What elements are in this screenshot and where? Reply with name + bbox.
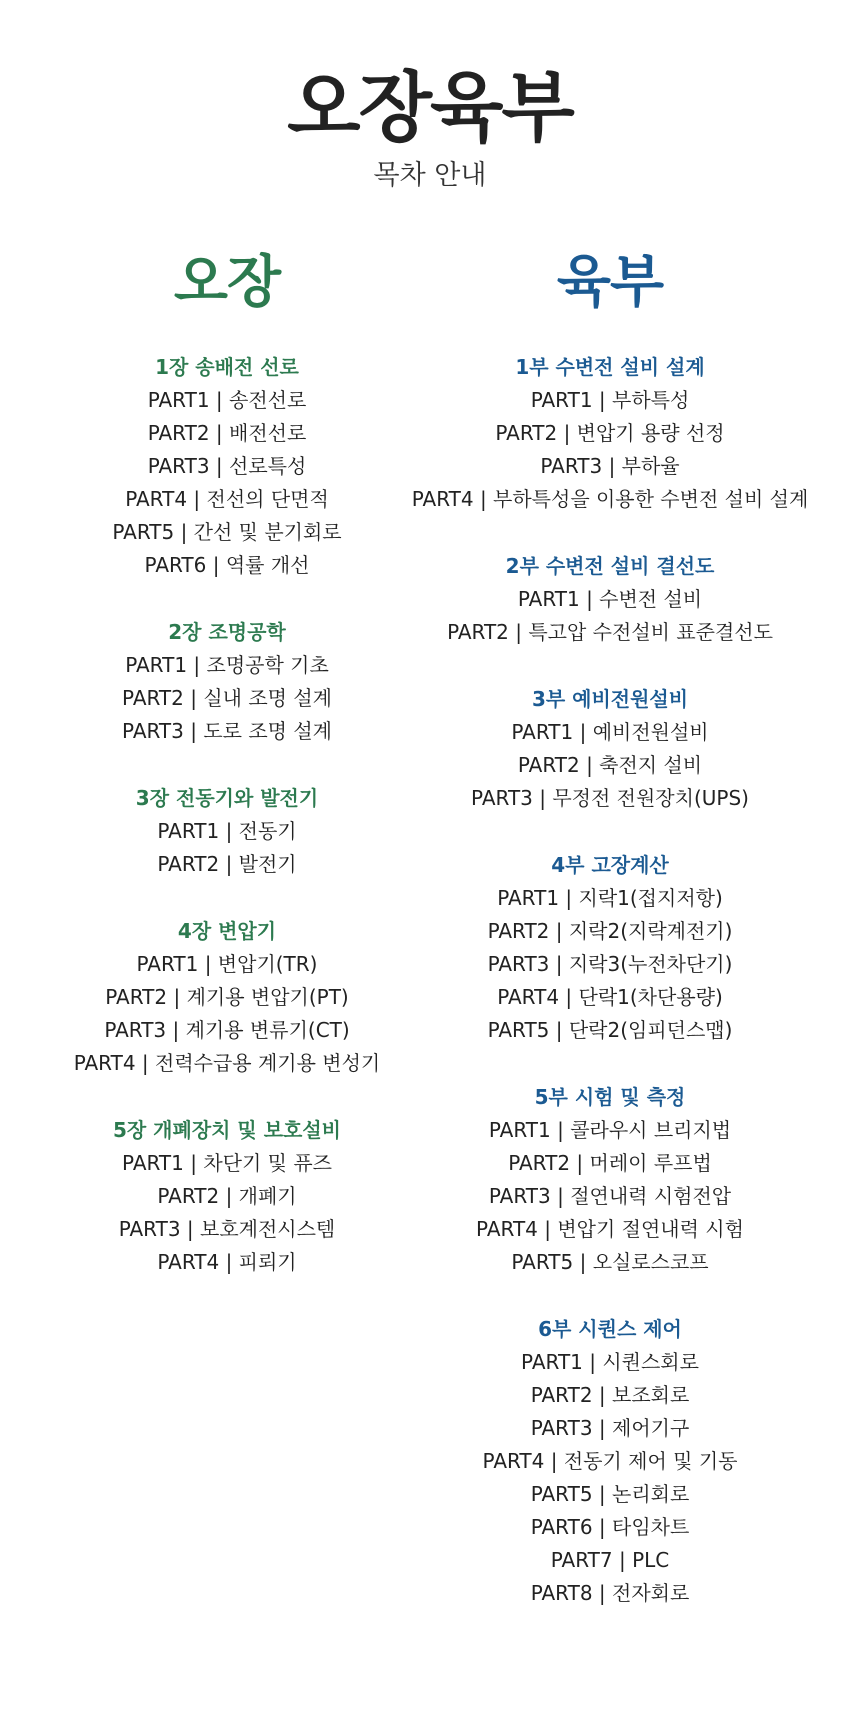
toc-item: PART3 | 계기용 변류기(CT) <box>104 1018 350 1042</box>
right-column-heading: 육부 <box>556 250 664 315</box>
toc-item: PART8 | 전자회로 <box>530 1581 690 1605</box>
toc-item: PART2 | 실내 조명 설계 <box>122 686 332 710</box>
toc-item: PART1 | 시퀀스회로 <box>521 1350 699 1374</box>
toc-item: PART3 | 제어기구 <box>530 1416 690 1440</box>
toc-item: PART2 | 변압기 용량 선정 <box>495 421 725 445</box>
section-title: 5부 시험 및 측정 <box>534 1085 686 1109</box>
toc-item: PART4 | 변압기 절연내력 시험 <box>476 1217 744 1241</box>
toc-section <box>400 683 820 815</box>
toc-section <box>62 1114 392 1279</box>
section-title: 4부 고장계산 <box>551 853 669 877</box>
toc-item: PART6 | 역률 개선 <box>144 553 310 577</box>
section-title: 1장 송배전 선로 <box>155 355 299 379</box>
toc-item: PART2 | 특고압 수전설비 표준결선도 <box>447 620 773 644</box>
toc-item: PART4 | 전력수급용 계기용 변성기 <box>73 1051 381 1075</box>
section-title: 3장 전동기와 발전기 <box>135 786 319 810</box>
right-sections <box>400 351 820 1610</box>
toc-item: PART6 | 타임차트 <box>530 1515 690 1539</box>
toc-item: PART5 | 논리회로 <box>530 1482 690 1506</box>
toc-item: PART3 | 보호계전시스템 <box>118 1217 336 1241</box>
left-sections <box>62 351 392 1279</box>
toc-item: PART1 | 송전선로 <box>147 388 307 412</box>
section-title: 3부 예비전원설비 <box>531 687 689 711</box>
toc-item: PART7 | PLC <box>550 1548 670 1572</box>
toc-item: PART1 | 전동기 <box>157 819 297 843</box>
toc-section <box>400 550 820 649</box>
section-title: 1부 수변전 설비 설계 <box>515 355 705 379</box>
toc-item: PART1 | 지락1(접지저항) <box>497 886 723 910</box>
left-column-heading: 오장 <box>173 250 281 315</box>
toc-item: PART5 | 간선 및 분기회로 <box>112 520 342 544</box>
toc-item: PART1 | 콜라우시 브리지법 <box>488 1118 732 1142</box>
toc-section <box>62 915 392 1080</box>
toc-item: PART2 | 축전지 설비 <box>517 753 703 777</box>
toc-item: PART1 | 예비전원설비 <box>511 720 709 744</box>
toc-item: PART2 | 발전기 <box>157 852 297 876</box>
section-title: 2부 수변전 설비 결선도 <box>505 554 715 578</box>
toc-item: PART3 | 선로특성 <box>147 454 307 478</box>
section-title: 2장 조명공학 <box>168 620 286 644</box>
toc-item: PART4 | 부하특성을 이용한 수변전 설비 설계 <box>411 487 809 511</box>
toc-section <box>400 351 820 516</box>
toc-section <box>400 1081 820 1279</box>
toc-item: PART1 | 조명공학 기초 <box>125 653 329 677</box>
toc-item: PART5 | 오실로스코프 <box>511 1250 709 1274</box>
toc-item: PART2 | 개폐기 <box>157 1184 297 1208</box>
toc-item: PART2 | 지락2(지락계전기) <box>487 919 733 943</box>
toc-section <box>400 849 820 1047</box>
toc-section <box>62 782 392 881</box>
right-column <box>400 250 820 1644</box>
toc-item: PART2 | 계기용 변압기(PT) <box>105 985 349 1009</box>
toc-item: PART3 | 도로 조명 설계 <box>122 719 332 743</box>
section-title: 6부 시퀀스 제어 <box>538 1317 682 1341</box>
toc-item: PART3 | 지락3(누전차단기) <box>487 952 733 976</box>
toc-section <box>62 616 392 748</box>
toc-item: PART5 | 단락2(임피던스맵) <box>487 1018 733 1042</box>
toc-item: PART1 | 부하특성 <box>530 388 690 412</box>
toc-item: PART4 | 단락1(차단용량) <box>497 985 723 1009</box>
toc-item: PART4 | 피뢰기 <box>157 1250 297 1274</box>
toc-item: PART2 | 배전선로 <box>147 421 307 445</box>
toc-item: PART4 | 전동기 제어 및 기동 <box>482 1449 738 1473</box>
page-subtitle: 목차 안내 <box>373 160 487 191</box>
toc-section <box>400 1313 820 1610</box>
toc-section <box>62 351 392 582</box>
left-column <box>62 250 392 1313</box>
page-title: 오장육부 <box>287 63 573 152</box>
toc-item: PART2 | 보조회로 <box>530 1383 690 1407</box>
toc-item: PART1 | 차단기 및 퓨즈 <box>122 1151 332 1175</box>
toc-item: PART3 | 무정전 전원장치(UPS) <box>471 786 749 810</box>
section-title: 4장 변압기 <box>177 919 277 943</box>
toc-item: PART4 | 전선의 단면적 <box>125 487 329 511</box>
toc-item: PART1 | 수변전 설비 <box>517 587 703 611</box>
toc-item: PART1 | 변압기(TR) <box>136 952 318 976</box>
section-title: 5장 개폐장치 및 보호설비 <box>112 1118 341 1142</box>
toc-item: PART3 | 부하율 <box>540 454 680 478</box>
toc-item: PART2 | 머레이 루프법 <box>508 1151 712 1175</box>
toc-item: PART3 | 절연내력 시험전압 <box>488 1184 732 1208</box>
